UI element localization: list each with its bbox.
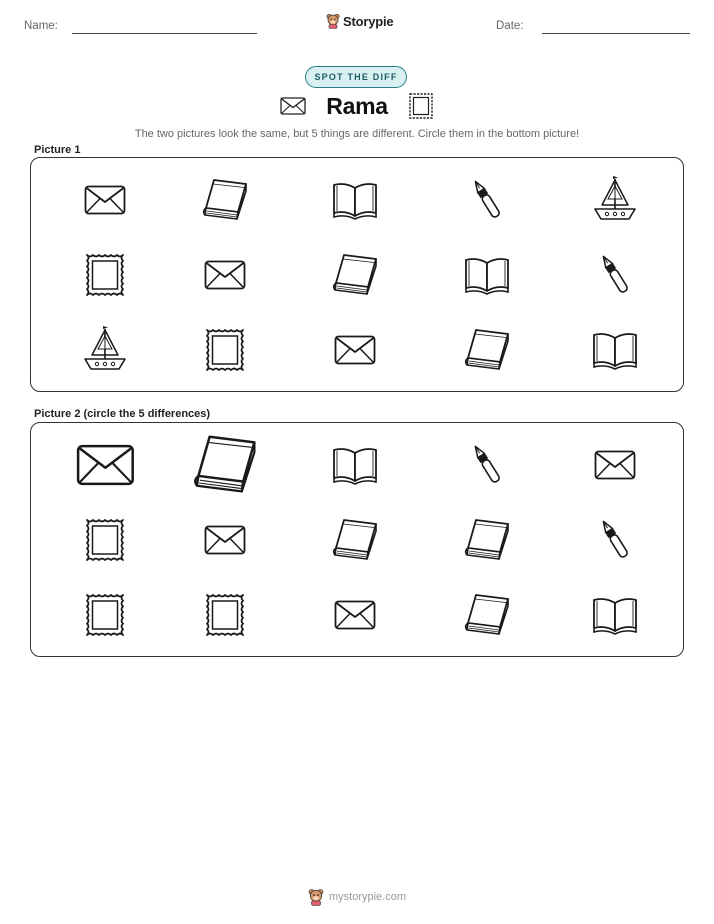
spot-the-diff-badge: SPOT THE DIFF (305, 66, 407, 88)
envelope-icon[interactable] (65, 433, 145, 497)
book-icon (185, 168, 265, 232)
open-book-icon (315, 168, 395, 232)
book-icon (315, 243, 395, 307)
open-book-icon (575, 318, 655, 382)
brand-logo (326, 13, 393, 29)
picture-1-panel (30, 157, 684, 392)
bear-mascot-icon (308, 888, 324, 906)
book-icon (447, 318, 527, 382)
sailboat-icon (575, 168, 655, 232)
bear-mascot-icon (326, 13, 340, 29)
pen-icon (575, 243, 655, 307)
envelope-icon (315, 318, 395, 382)
book-icon[interactable] (315, 508, 395, 572)
title-row (280, 92, 434, 120)
brand-name: Storypie (343, 13, 394, 29)
sailboat-icon (65, 318, 145, 382)
footer (0, 888, 714, 906)
stamp-icon (185, 318, 265, 382)
pen-icon[interactable] (575, 508, 655, 572)
stamp-icon[interactable] (65, 508, 145, 572)
open-book-icon[interactable] (315, 433, 395, 497)
picture-1-label: Picture 1 (34, 144, 81, 156)
picture-2-panel[interactable] (30, 422, 684, 657)
stamp-icon (408, 92, 434, 120)
book-icon[interactable] (447, 583, 527, 647)
instructions: The two pictures look the same, but 5 things are different. Circle them in the bottom picture! (134, 128, 580, 140)
book-icon[interactable] (447, 508, 527, 572)
name-field[interactable] (72, 33, 257, 34)
pen-icon[interactable] (447, 433, 527, 497)
envelope-icon[interactable] (315, 583, 395, 647)
book-icon[interactable] (185, 433, 265, 497)
picture-2-label: Picture 2 (circle the 5 differences) (34, 408, 211, 420)
open-book-icon[interactable] (575, 583, 655, 647)
stamp-icon (65, 243, 145, 307)
envelope-icon (185, 243, 265, 307)
date-label: Date: (496, 20, 524, 32)
stamp-icon[interactable] (65, 583, 145, 647)
footer-url: mystorypie.com (328, 891, 407, 903)
name-label: Name: (24, 20, 58, 32)
date-field[interactable] (542, 33, 690, 34)
page-title: Rama (326, 92, 388, 119)
pen-icon (447, 168, 527, 232)
stamp-icon[interactable] (185, 583, 265, 647)
open-book-icon (447, 243, 527, 307)
envelope-icon[interactable] (575, 433, 655, 497)
envelope-icon (65, 168, 145, 232)
envelope-icon (280, 96, 306, 116)
envelope-icon[interactable] (185, 508, 265, 572)
